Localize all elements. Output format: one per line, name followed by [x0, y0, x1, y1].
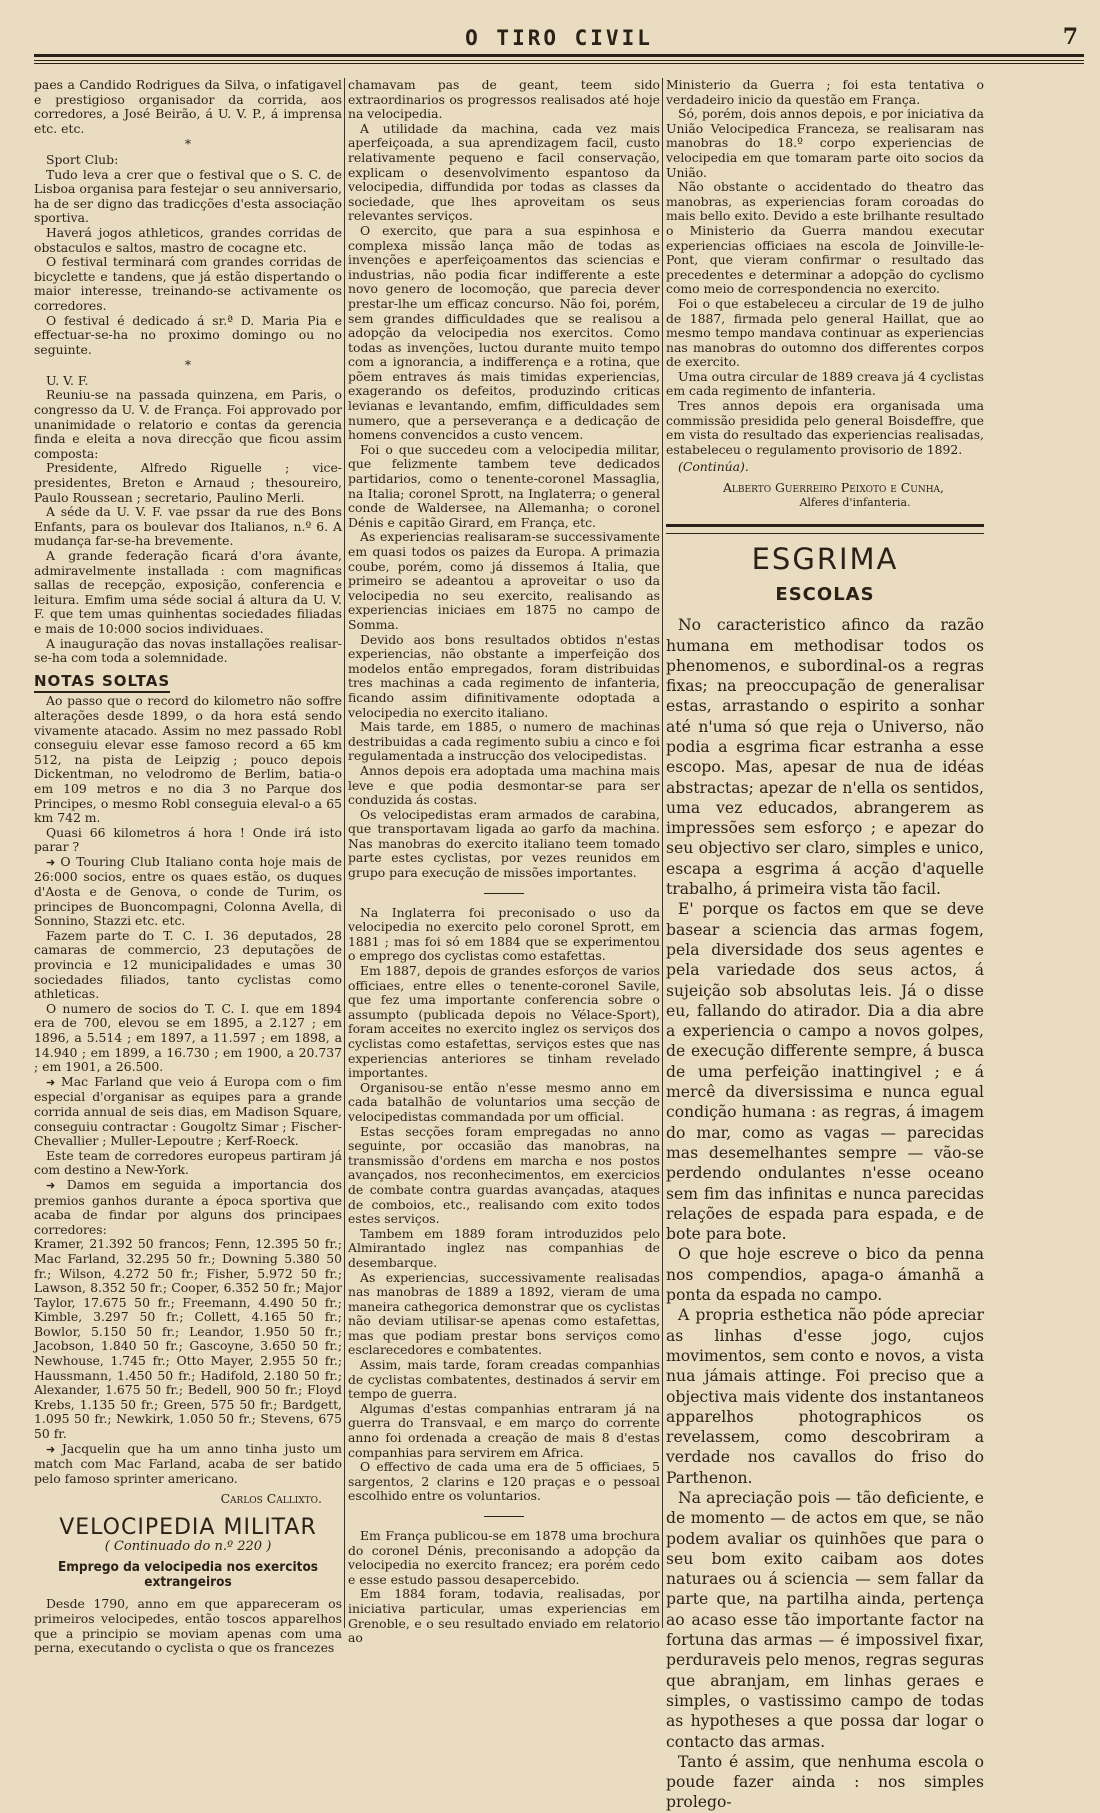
section-label: Sport Club:	[46, 151, 119, 167]
column-3	[666, 77, 984, 1812]
paragraph: Na Inglaterra foi preconisado o uso da velocipedia no exercito pelo coronel Sprott, em 1881 ; mas foi só em 1884 que se experimentou o emprego dos cyclistas como estafettas.	[348, 904, 660, 964]
paragraph: Organisou-se então n'esse mesmo anno em cada batalhão de voluntarios uma secção de velocipedistas commandada por um official.	[348, 1079, 660, 1124]
paragraph: Reuniu-se na passada quinzena, em Paris, o congresso da U. V. de França. Foi approvado por unanimidade o relatorio e contas da gerencia finda e eleita a nova direcção que ficou assim composta:	[34, 387, 342, 461]
paragraph: Algumas d'estas companhias entraram já na guerra do Transvaal, e em março do corrente anno foi ordenada a creação de mais 8 d'estas companhias para servirem em Africa.	[348, 1400, 660, 1460]
paragraph: Kramer, 21.392 50 francos; Fenn, 12.395 50 fr.; Mac Farland, 32.295 50 fr.; Downing 5.380 50 fr.; Wilson, 4.272 50 fr.; Fisher, 5.972 50 fr.; Lawson, 8.352 50 fr.; Cooper, 6.352 50 fr.; Major Taylor, 17.675 50 fr.; Freemann, 4.490 50 fr.; Kimble, 3.297 50 fr.; Collett, 4.165 50 fr.; Bowlor, 5.150 50 fr.; Leandor, 1.950 50 fr.; Jacobson, 1.840 50 fr.; Gascoyne, 3.650 50 fr.; Newhouse, 1.745 fr.; Otto Mayer, 2.955 50 fr.; Haussmann, 1.450 50 fr.; Hadifold, 2.180 50 fr.; Alexander, 1.675 50 fr.; Bedell, 900 50 fr.; Floyd Krebs, 1.135 50 fr.; Green, 575 50 fr.; Bardgett, 1.095 50 fr.; Newkirk, 1.050 50 fr.; Stevens, 675 50 fr.	[34, 1236, 342, 1442]
author-rank: Alferes d'infanteria.	[799, 495, 911, 509]
paragraph: Uma outra circular de 1889 creava já 4 cyclistas em cada regimento de infanteria.	[666, 368, 984, 399]
section-label: U. V. F.	[46, 372, 89, 388]
header-rule-thin-2	[34, 63, 1084, 64]
paragraph: ➜ O Touring Club Italiano conta hoje mais de 26:000 socios, entre os quaes estão, os duques d'Aosta e de Genova, o conde de Turim, os principes de Buoncompagni, Colonna Avella, di Sonnino, Stazzi etc. etc.	[34, 853, 342, 929]
paragraph: O festival é dedicado á sr.ª D. Maria Pia e effectuar-se-ha no proximo domingo ou no seguinte.	[34, 312, 342, 357]
continued-note: (Continúa).	[678, 459, 749, 475]
paragraph: Ministerio da Guerra ; foi esta tentativa o verdadeiro inicio da questão em França.	[666, 77, 984, 107]
paragraph: paes a Candido Rodrigues da Silva, o infatigavel e prestigioso organisador da corrida, aos corredores, a José Beirão, á U. V. P., á imprensa etc. etc.	[34, 77, 342, 136]
esgrima-heading: ESGRIMA	[751, 542, 899, 577]
paragraph: Tres annos depois era organisada uma commissão presidida pelo general Boisdeffre, que em vista do resultado das experiencias realisadas, estabeleceu o regulamento provisorio de 1892.	[666, 398, 984, 457]
escolas-subheading: ESCOLAS	[775, 584, 875, 606]
paragraph: Em 1884 foram, todavia, realisadas, por iniciativa particular, umas experiencias em Grenoble, e o seu resultado enviado em relatorio ao	[348, 1586, 660, 1646]
paragraph: Assim, mais tarde, foram creadas companhias de cyclistas combatentes, destinados á servir em tempo de guerra.	[348, 1357, 660, 1402]
paragraph: Quasi 66 kilometros á hora ! Onde irá isto parar ?	[34, 824, 342, 855]
paragraph: No caracteristico afinco da razão humana em methodisar todos os phenomenos, e subordinal-os a regras fixas; na preoccupação de generalisar estas, arrastando o espirito a sonhar até n'uma só que reja o Universo, não podia a esgrima ficar estranha a esse escopo. Mas, apesar de nua de idéas abstractas; apezar de n'ella os sentidos, uma vez educados, abrangerem as impressões sem esforço ; e apezar do seu objectivo ser claro, simples e unico, escapa a esgrima á acção d'aquelle trabalho, á primeira vista tão facil.	[666, 616, 984, 899]
paragraph: O effectivo de cada uma era de 5 officiaes, 5 sargentos, 2 clarins e 120 praças e o pessoal escolhido entre os voluntarios.	[348, 1459, 660, 1504]
paragraph: O numero de socios do T. C. I. que em 1894 era de 700, elevou se em 1895, a 2.127 ; em 1896, a 5.514 ; em 1897, a 11.597 ; em 1898, a 14.940 ; em 1899, a 16.730 ; em 1900, a 20.737 ; em 1901, a 26.500.	[34, 1000, 342, 1075]
paragraph: E' porque os factos em que se deve basear a sciencia das armas fogem, pela diversidade dos seus agentes e pela variedade dos seus actos, á sujeição sob absolutas leis. Já o disse eu, fallando do atirador. Dia a dia abre a experiencia o campo a novos golpes, de execução differente sempre, á busca de uma perfeição inattingivel ; e á mercê da diversissima e nunca egual condição humana : as regras, á imagem do mar, como as vagas — parecidas mas desemelhantes sempre — vão-se perdendo ondulantes n'esse oceano sem fim das infinitas e nunca parecidas relações de espada para espada, e de bote para bote.	[666, 900, 984, 1244]
section-rule	[666, 533, 984, 534]
paragraph: Foi o que estabeleceu a circular de 19 de julho de 1887, firmada pelo general Haillat, que ao mesmo tempo mandava continuar as experiencias nas manobras do outomno dos differentes corpos de exercito.	[666, 295, 984, 370]
paragraph: chamavam pas de geant, teem sido extraordinarios os progressos realisados até hoje na velocipedia.	[348, 77, 660, 122]
page-number: 7	[1062, 24, 1078, 50]
paragraph: Fazem parte do T. C. I. 36 deputados, 28 camaras de commercio, 23 deputações de provincia e 12 municipalidades e umas 30 sociedades filiados, tanto cyclistas como athleticas.	[34, 927, 342, 1002]
velocipedia-militar-heading: VELOCIPEDIA MILITAR	[59, 1515, 317, 1540]
section-divider	[484, 1516, 524, 1517]
paragraph: A inauguração das novas installações realisar-se-ha com toda a solemnidade.	[34, 635, 342, 666]
article-subheading: Emprego da velocipedia nos exercitos extrangeiros	[57, 1559, 319, 1590]
paragraph: Tudo leva a crer que o festival que o S. C. de Lisboa organisa para festejar o seu anniversario, ha de ser digno das tradicções d'esta associação sportiva.	[34, 166, 342, 226]
header-rule-thick	[34, 54, 1084, 57]
separator-star: *	[184, 357, 192, 373]
paragraph: As experiencias realisaram-se successivamente em quasi todos os paizes da Europa. A primazia coube, porém, como já dissemos á Italia, que primeiro se adeantou a aproveitar o uso da velocipedia no seu exercito, realisando as experiencias iniciaes em 1875 no campo de Somma.	[348, 529, 660, 632]
column-divider-1	[344, 78, 345, 1628]
paragraph: Tambem em 1889 foram introduzidos pelo Almirantado inglez nas companhias de desembarque.	[348, 1225, 660, 1270]
paragraph: A propria esthetica não póde apreciar as linhas d'esse jogo, cujos movimentos, sem conto e novos, a vista nua jámais attinge. Foi preciso que a objectiva mais vidente dos instantaneos apparelhos photographicos os revelassem, como descobriram a verdade nos cavallos do friso do Parthenon.	[666, 1306, 984, 1487]
paragraph: Devido aos bons resultados obtidos n'estas experiencias, não obstante a imperfeição dos modelos então empregados, foram distribuidas tres machinas a cada regimento de infanteria, ficando assim difinitivamente odoptada a velocipedia no exercito italiano.	[348, 631, 660, 720]
header-rule-thin	[34, 60, 1084, 61]
paragraph: Foi o que succedeu com a velocipedia militar, que felizmente tambem teve dedicados partidarios, como o tenente-coronel Massaglia, na Italia; coronel Sprott, na Inglaterra; o general conde de Waldersee, na Allemanha; o coronel Dénis e capitão Girard, em França, etc.	[348, 441, 660, 530]
paragraph: O exercito, que para a sua espinhosa e complexa missão lança mão de todas as invenções e aperfeiçoamentos das sciencias e industrias, não podia ficar indifferente a este novo genero de locomoção, que parecia dever prestar-lhe um efficaz concurso. Não foi, porém, sem grandes difficuldades que se realisou a adopção da velocipedia nos exercitos. Como todas as invenções, luctou durante muito tempo com a ignorancia, a indifferença e a rotina, que põem entraves ás mais timidas experiencias, exagerando os defeitos, produzindo criticas levianas e levantando, emfim, difficuldades sem numero, que a perseverança e a dedicação de homens convencidos a custo vencem.	[348, 222, 660, 443]
author-signature: Carlos Callixto.	[220, 1491, 322, 1507]
paragraph: ➜ Damos em seguida a importancia dos premios ganhos durante a época sportiva que acaba de findar por alguns dos principaes corredores:	[34, 1176, 342, 1237]
paragraph: A séde da U. V. F. vae pssar da rue des Bons Enfants, para os boulevar dos Italianos, n.º 6. A mudança far-se-ha brevemente.	[34, 504, 342, 549]
notas-soltas-heading: NOTAS SOLTAS	[34, 674, 342, 689]
paragraph: Haverá jogos athleticos, grandes corridas de obstaculos e saltos, mastro de cocagne etc.	[34, 224, 342, 255]
paragraph: Na apreciação pois — tão deficiente, e de momento — de actos em que, se não podem avaliar os quinhões que para o seu bom exito caibam aos dotes naturaes ou á sciencia — sem fallar da parte que, na partilha ainda, pertença ao acaso esse tão importante factor na fortuna das armas — é impossivel fixar, perduraveis pelo menos, regras seguras que abranjam, em linhas geraes e simples, o vastissimo campo de todas as hypotheses a que possa dar logar o contacto das armas.	[666, 1488, 984, 1751]
section-divider	[484, 893, 524, 894]
paragraph: Annos depois era adoptada uma machina mais leve e que podia desmontar-se para ser conduzida ás costas.	[348, 762, 660, 808]
paragraph: Ao passo que o record do kilometro não soffre alterações desde 1899, o da hora está sendo vivamente atacado. Assim no mez passado Robl conseguiu elevar esse famoso record a 65 km 512, na pista de Leipzig ; pouco depois Dickentman, no velodromo de Berlim, batia-o em 109 metros e no dia 3 no Parque dos Principes, o mesmo Robl conseguia eleval-o a 65 km 742 m.	[34, 693, 342, 826]
paragraph: Presidente, Alfredo Riguelle ; vice-presidentes, Breton e Arnaud ; thesoureiro, Paulo Roussean ; secretario, Paulino Merli.	[34, 460, 342, 505]
paragraph: Em 1887, depois de grandes esforços de varios officiaes, entre elles o tenente-coronel Savile, que fez uma importante conferencia sobre o assumpto (publicada depois no Vélace-Sport), foram acceites no exercito inglez os serviços dos cyclistas como estafettas, serviços estes que nas experiencias anteriores se tinham revelado importantes.	[348, 963, 660, 1081]
newspaper-title: O TIRO CIVIL	[465, 26, 653, 50]
column-divider-2	[662, 78, 663, 1628]
paragraph: O festival terminará com grandes corridas de bicyclette e tandens, que já estão dispertando o maior interesse, treinando-se activamente os corredores.	[34, 254, 342, 313]
paragraph: Não obstante o accidentado do theatro das manobras, as experiencias foram coroadas do mais bello exito. Devido a este brilhante resultado o Ministerio da Guerra mandou executar experiencias officiaes na escola de Joinville-le-Pont, que vieram confirmar o resultado das precedentes e determinar a adopção do cyclismo como meio de correspondencia no exercito.	[666, 179, 984, 297]
paragraph: Desde 1790, anno em que appareceram os primeiros velocipedes, então toscos apparelhos que a principio se moviam apenas com uma perna, executando o cyclista o que os francezes	[34, 1596, 342, 1656]
paragraph: As experiencias, successivamente realisadas nas manobras de 1889 a 1892, vieram de uma maneira cathegorica demonstrar que os cyclistas não deviam utilisar-se apenas como estafettas, mas que podiam prestar bons serviços como esclarecedores e combatentes.	[348, 1269, 660, 1358]
paragraph: A utilidade da machina, cada vez mais aperfeiçoada, a sua aprendizagem facil, custo relativamente pequeno e facil conservação, explicam o desenvolvimento espantoso da velocipedia, diffundida por todas as classes da sociedade, que lhes aproveitam os seus relevantes serviços.	[348, 120, 660, 224]
paragraph: Tanto é assim, que nenhuma escola o poude fazer ainda : nos simples prolego-	[666, 1752, 984, 1812]
hand-pointer-icon: ➜	[46, 1442, 62, 1456]
paragraph: Este team de corredores europeus partiram já com destino a New-York.	[34, 1147, 342, 1178]
paragraph: Estas secções foram empregadas no anno seguinte, por occasião das manobras, na transmissão d'ordens em marcha e nos postos avançados, nos reconhecimentos, em exercicios de combate contra guardas avançadas, ataques de comboios, etc., realisando com exito todos estes serviços.	[348, 1123, 660, 1227]
author-signature: Alberto Guerreiro Peixoto e Cunha,	[722, 480, 944, 496]
paragraph: Mais tarde, em 1885, o numero de machinas destribuidas a cada regimento subiu a cinco e foi regulamentada a instrucção dos velocipedistas.	[348, 719, 660, 764]
separator-star: *	[184, 136, 192, 152]
esgrima-section	[666, 524, 984, 1813]
paragraph: ➜ Jacquelin que ha um anno tinha justo um match com Mac Farland, acaba de ser batido pelo famoso sprinter americano.	[34, 1440, 342, 1486]
paragraph: Os velocipedistas eram armados de carabina, que transportavam ligada ao garfo da machina. Nas manobras do exercito italiano teem tomado parte estes cyclistas, por vezes reunidos em grupo para execução de missões importantes.	[348, 806, 660, 881]
hand-pointer-icon: ➜	[46, 1075, 62, 1089]
paragraph: A grande federação ficará d'ora ávante, admiravelmente installada : com magnificas sallas de recepção, exposição, conferencia e leitura. Emfim uma séde social á altura da U. V. F. que tem umas quinhentas sociedades filiadas e mais de 10:000 socios individuaes.	[34, 548, 342, 636]
column-2	[348, 77, 660, 1646]
column-1	[34, 77, 342, 1656]
paragraph: ➜ Mac Farland que veio á Europa com o fim especial d'organisar as equipes para a grande corrida annual de seis dias, em Madison Square, conseguiu contractar : Gougoltz Simar ; Fischer-Chevallier ; Muller-Lepoutre ; Kerf-Roeck.	[34, 1073, 342, 1149]
hand-pointer-icon: ➜	[46, 1178, 67, 1192]
hand-pointer-icon: ➜	[46, 855, 61, 869]
paragraph: O que hoje escreve o bico da penna nos compendios, apaga-o ámanhã a ponta da espada no campo.	[666, 1245, 984, 1305]
paragraph: Em França publicou-se em 1878 uma brochura do coronel Dénis, preconisando a adopção da velocipedia no exercito francez; era porém cedo e esse estudo passou desapercebido.	[348, 1528, 660, 1587]
paragraph: Só, porém, dois annos depois, e por iniciativa da União Velocipedica Franceza, se realisaram nas manobras do 18.º corpo experiencias de velocipedia em que tomaram parte oito socios da União.	[666, 106, 984, 180]
continued-note: ( Continuado do n.º 220 )	[104, 1538, 272, 1554]
